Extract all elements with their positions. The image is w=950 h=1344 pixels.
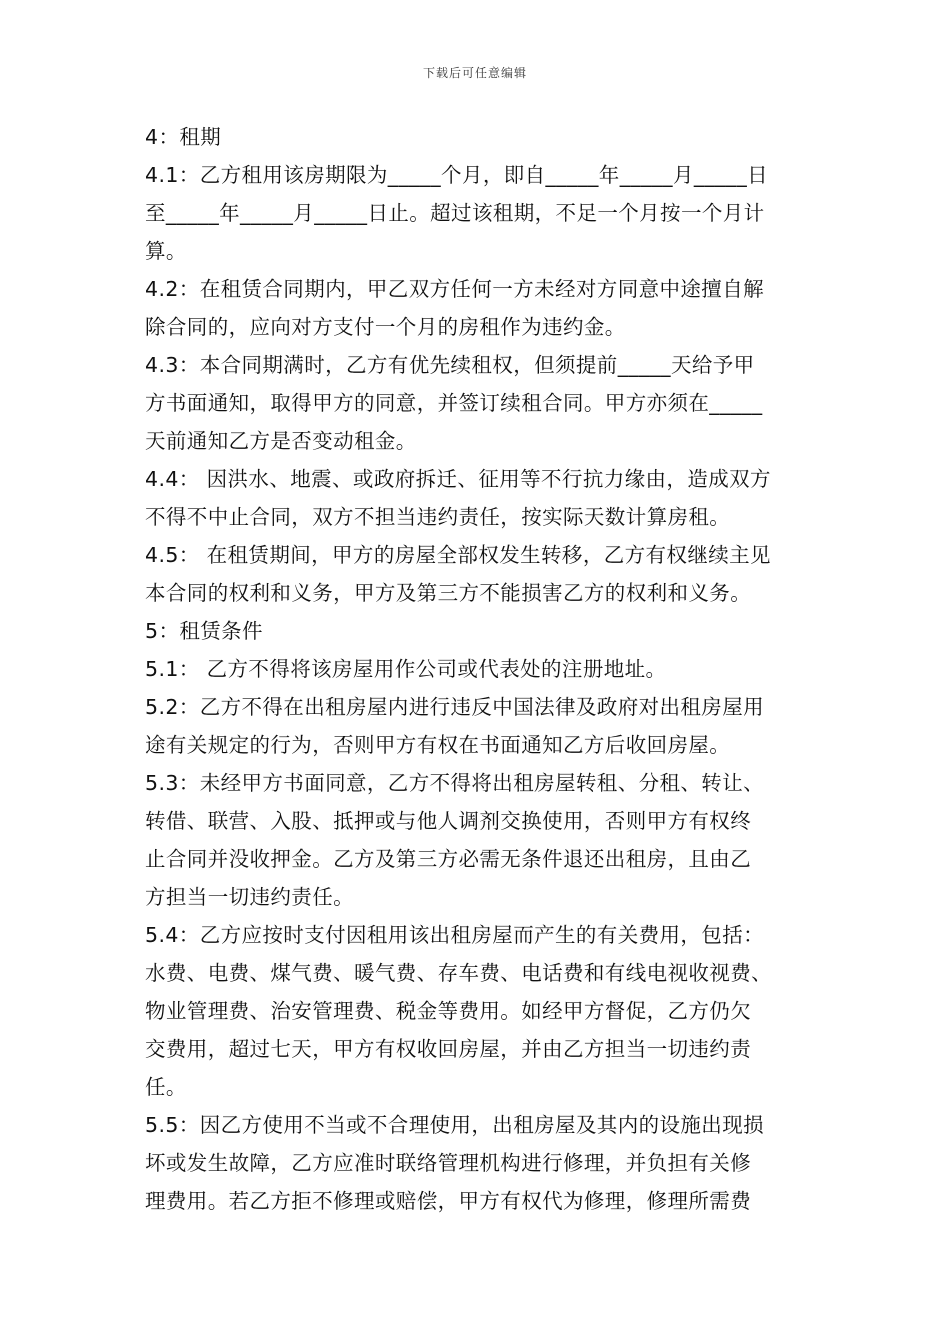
text-line: 5.4：乙方应按时支付因租用该出租房屋而产生的有关费用，包括： [145, 923, 764, 947]
text-line: 4.1：乙方租用该房期限为_____个月，即自_____年_____月_____日 [145, 163, 769, 187]
text-line: 坏或发生故障，乙方应准时联络管理机构进行修理，并负担有关修 [145, 1151, 752, 1175]
text-line: 5.2：乙方不得在出租房屋内进行违反中国法律及政府对出租房屋用 [145, 695, 764, 719]
text-line: 理费用。若乙方拒不修理或赔偿，甲方有权代为修理，修理所需费 [145, 1189, 752, 1213]
text-line: 天前通知乙方是否变动租金。 [145, 429, 417, 453]
text-line: 至_____年_____月_____日止。超过该租期，不足一个月按一个月计 [145, 201, 765, 225]
text-line: 本合同的权利和义务，甲方及第三方不能损害乙方的权利和义务。 [145, 581, 752, 605]
text-line: 4.3：本合同期满时，乙方有优先续租权，但须提前_____天给予甲 [145, 353, 755, 377]
section-heading: 4：租期 [145, 125, 222, 149]
page-header-note: 下载后可任意编辑 [422, 66, 527, 80]
text-line: 转借、联营、入股、抵押或与他人调剂交换使用，否则甲方有权终 [145, 809, 752, 833]
text-line: 5.1： 乙方不得将该房屋用作公司或代表处的注册地址。 [145, 657, 667, 681]
text-line: 4.2：在租赁合同期内，甲乙双方任何一方未经对方同意中途擅自解 [145, 277, 764, 301]
text-line: 4.4： 因洪水、地震、或政府拆迁、征用等不行抗力缘由，造成双方 [145, 467, 771, 491]
text-line: 不得不中止合同，双方不担当违约责任，按实际天数计算房租。 [145, 505, 731, 529]
text-line: 5.3：未经甲方书面同意，乙方不得将出租房屋转租、分租、转让、 [145, 771, 764, 795]
text-line: 方书面通知，取得甲方的同意，并签订续租合同。甲方亦须在_____ [145, 391, 763, 415]
text-line: 交费用，超过七天，甲方有权收回房屋，并由乙方担当一切违约责 [145, 1037, 752, 1061]
text-line: 方担当一切违约责任。 [145, 885, 354, 909]
text-line: 任。 [145, 1075, 187, 1099]
section-heading: 5：租赁条件 [145, 619, 263, 643]
text-line: 5.5：因乙方使用不当或不合理使用，出租房屋及其内的设施出现损 [145, 1113, 764, 1137]
text-line: 途有关规定的行为，否则甲方有权在书面通知乙方后收回房屋。 [145, 733, 731, 757]
text-line: 水费、电费、煤气费、暖气费、存车费、电话费和有线电视收视费、 [145, 961, 772, 985]
text-line: 止合同并没收押金。乙方及第三方必需无条件退还出租房，且由乙 [145, 847, 752, 871]
text-line: 算。 [145, 239, 187, 263]
text-line: 4.5： 在租赁期间，甲方的房屋全部权发生转移，乙方有权继续主见 [145, 543, 771, 567]
text-line: 除合同的，应向对方支付一个月的房租作为违约金。 [145, 315, 626, 339]
text-line: 物业管理费、治安管理费、税金等费用。如经甲方督促，乙方仍欠 [145, 999, 752, 1023]
document-body [145, 118, 810, 1220]
